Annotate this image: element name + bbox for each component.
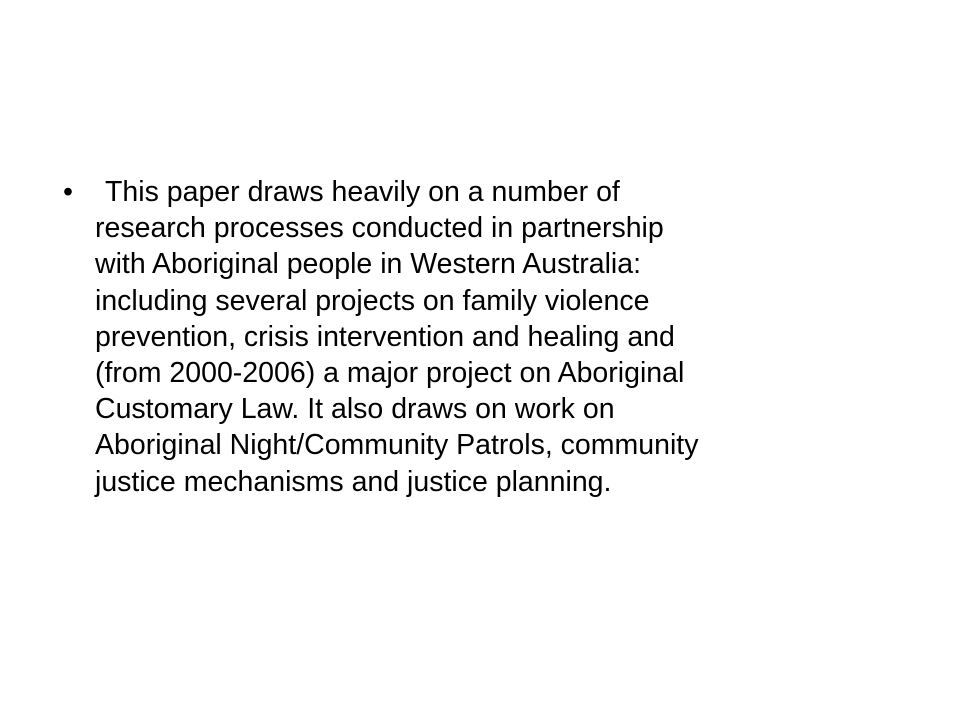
paragraph-line: including several projects on family violence: [95, 284, 650, 317]
paragraph-line: with Aboriginal people in Western Australia:: [95, 248, 642, 281]
bullet-item: [58, 174, 908, 500]
paragraph-line: justice mechanisms and justice planning.: [95, 465, 612, 498]
bullet-icon: •: [63, 176, 73, 208]
paragraph-line: This paper draws heavily on a number of: [105, 176, 620, 208]
paragraph-line: (from 2000-2006) a major project on Aboriginal: [95, 357, 685, 390]
bullet-list: [58, 174, 908, 500]
paragraph-line: Aboriginal Night/Community Patrols, community: [95, 429, 699, 462]
paragraph-line: Customary Law. It also draws on work on: [95, 393, 615, 426]
paragraph-line: prevention, crisis intervention and healing and: [95, 320, 675, 353]
paragraph-line: research processes conducted in partnership: [95, 212, 664, 245]
